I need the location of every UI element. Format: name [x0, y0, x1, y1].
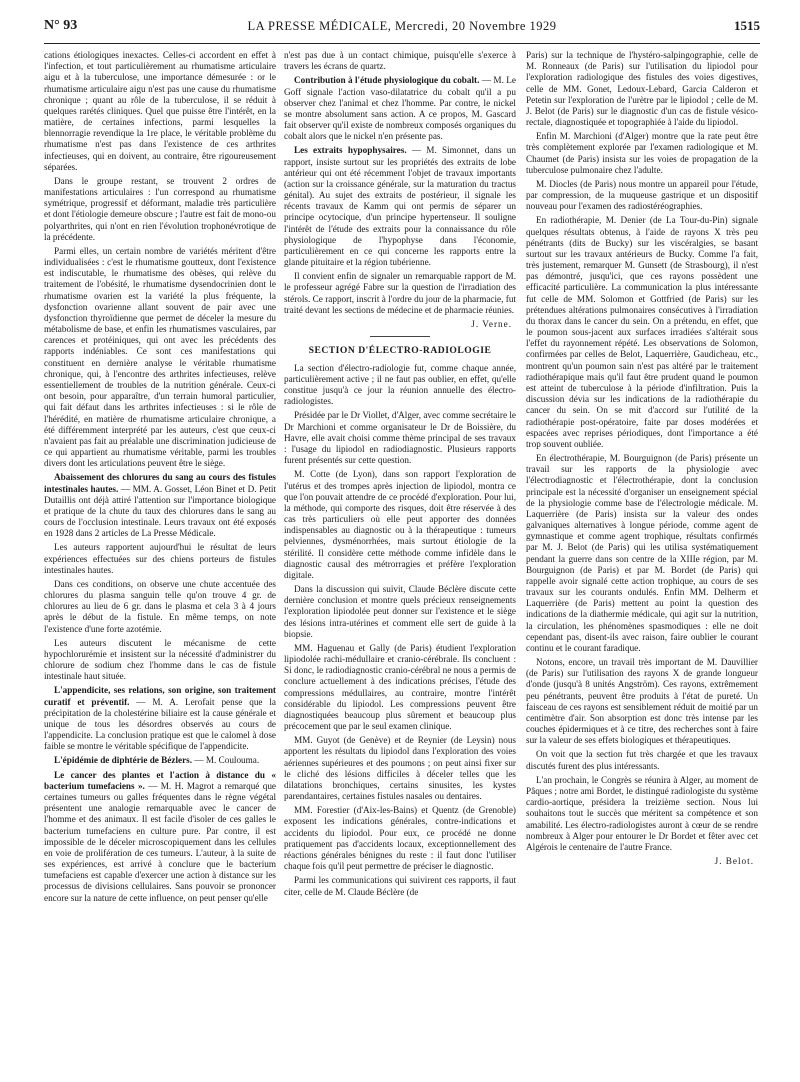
page-number: 1515 [734, 18, 760, 33]
page-header [44, 18, 760, 40]
paragraph: Dans le groupe restant, se trouvent 2 ordres de manifestations articulaires : l'un correspond au rhumatisme symétrique, progressif et déformant, maladie très particulière et dont l'étiologie demeure obscure ; l'autre est fait de mono-ou polyarthrites, qui n'ont en rien l'évolution trophonévrotique de la précédente. [44, 175, 276, 242]
paragraph: Enfin M. Marchioni (d'Alger) montre que la rate peut être très complètement explorée par l'examen radiologique et M. Chaumet (de Paris) insista sur les voies de propagation de la tuberculose pulmonaire chez l'adulte. [526, 131, 758, 175]
paragraph: L'an prochain, le Congrès se réunira à Alger, au moment de Pâques ; notre ami Bordet, le distingué radiologiste du système cardio-aortique, présidera la treizième section. Nous lui souhaitons tout le succès que méritent sa compétence et son amabilité. Les électro-radiologistes auront à cœur de se rendre nombreux à Alger pour entourer le Dr Bordet et fêter avec cet Algérois le centenaire de l'autre France. [526, 774, 758, 852]
paragraph: La section d'électro-radiologie fut, comme chaque année, particulièrement active ; il ne faut pas oublier, en effet, qu'elle constitue jusqu'à ce jour la réunion annuelle des électro-radiologistes. [284, 362, 516, 407]
paragraph: Il convient enfin de signaler un remarquable rapport de M. le professeur agrégé Fabre sur la question de l'irradiation des stérols. Ce rapport, inscrit à l'ordre du jour de la pharmacie, fut traité devant les sections de médecine et de pharmacie réunies. [284, 271, 516, 315]
paragraph: cations étiologiques inexactes. Celles-ci accordent en effet à l'infection, et tout particulièrement au rhumatisme articulaire aigu et à la tuberculose, une importance démesurée : or le rhumatisme articulaire aigu n'est pas une cause du rhumatisme chronique ; quant au rôle de la tuberculose, il se réduit à quelques rarétés cliniques. Quel que puisse être l'intérêt, en la matière, de certaines infections, parmi lesquelles la blennorragie revendique la 1re place, le véritable problème du rhumatisme n'est pas dans l'existence de ces arthrites infectieuses, qui en doivent, au contraire, être rigoureusement séparées. [44, 50, 276, 172]
paragraph: Notons, encore, un travail très important de M. Dauvillier (de Paris) sur l'utilisation des rayons X de grande longueur d'onde (jusqu'à 8 unités Angström). Ces rayons, extrêmement peu pénétrants, peuvent être produits à l'état de pureté. Un faisceau de ces rayons est sensiblement réduit de moitié par un centimètre d'air. Son absorption est donc très intense par les couches épidermiques et à ce titre, des recherches sont à faire sur la valeur de ses effets biologiques et thérapeutiques. [526, 657, 758, 746]
paragraph: En radiothérapie, M. Denier (de La Tour-du-Pin) signale quelques résultats obtenus, à l'aide de rayons X très peu pénétrants (dits de Bucky) sur les viscéralgies, se basant surtout sur les travaux antérieurs de Bucky. Comme l'a fait, très justement, remarquer M. Gunsett (de Strasbourg), il n'est pas démontré, jusqu'ici, que ces rayons possèdent une efficacité particulière. La communication la plus intéressante fut celle de MM. Solomon et Gottfried (de Paris) sur les prétendues altérations pulmonaires consécutives à l'irradiation du thorax dans le cancer du sein. On a prétendu, en effet, que le poumon sous-jacent aux surfaces irradiées s'altérait sous l'effet du rayonnement répété. Les observations de Solomon, confirmées par celles de Belot, Laquerrière, Gaudicheau, etc., montrent qu'un poumon sain n'est pas altéré par le traitement radiothérapique mais qu'il faut être prudent quand le poumon est atteint de tuberculose à la période d'infiltration. Puis la discussion dévia sur les indications de la radiothérapie du cancer du sein. On se mit d'accord sur l'utilité de la radiothérapie post-opératoire, faite par doses modérées et espacées avec reprises périodiques, dont l'importance a été trop souvent oubliée. [526, 215, 758, 449]
paragraph: MM. Haguenau et Gally (de Paris) étudient l'exploration lipiodolée rachi-médullaire et cranio-cérébrale. Ils concluent : Si donc, le radiodiagnostic cranio-cérébral ne nous a permis de conclure actuellement à des indications précises, l'étude des compressions médullaires, au contraire, montre l'intérêt considérable du lipiodol. Les compressions peuvent être diagnostiquées beaucoup plus sûrement et beaucoup plus précocement que par le seul examen clinique. [284, 642, 516, 732]
paragraph: Dans ces conditions, on observe une chute accentuée des chlorures du plasma sanguin telle qu'on trouve 4 gr. de chlorures au lieu de 6 gr. dans le plasma et cela 3 à 4 jours après le début de la fistule. En même temps, on note l'existence d'une forte azotémie. [44, 578, 276, 634]
paragraph: Parmi elles, un certain nombre de variétés méritent d'être individualisées : c'est le rhumatisme goutteux, dont l'existence est indiscutable, le rhumatisme des obèses, qui relève du traitement de l'obésité, le rhumatisme dysendocrinien dont le rhumatisme ovarien est la variété la plus fréquente, la dysfonction ovarienne allant souvent de pair avec une dysfonction thyroïdienne que permet de déceler la mesure du métabolisme de base, et enfin les rhumatismes vasculaires, par carences et protéiniques, qui ont avec les précédents des rapports indéniables. Ce sont ces manifestations qui constituent en dernière analyse le véritable rhumatisme chronique, qui, à l'encontre des arthrites infectieuses, relève essentiellement de troubles de la nutrition générale. Ceux-ci ont besoin, pour apparaître, d'un terrain humoral particulier, qui fait défaut dans les arthrites infectieuses : si le rôle de l'hérédité, en matière de rhumatisme articulaire chronique, a été différemment interprété par les auteurs, c'est que ceux-ci n'avaient pas fait au préalable une discrimination judicieuse de ce qui appartient au rhumatisme véritable, parmi les troubles divers dont les articulations peuvent être le siège. [44, 245, 276, 469]
paragraph: Les auteurs rapportent aujourd'hui le résultat de leurs expériences effectuées sur des chiens porteurs de fistules intestinales hautes. [44, 542, 276, 575]
paragraph: En électrothérapie, M. Bourguignon (de Paris) présente un travail sur les rapports de la physiologie avec l'électrodiagnostic et l'électrothérapie, dont la conclusion principale est la nécessité d'organiser un enseignement spécial de la physiologie comme base de l'électrologie médicale. M. Laquerrière (de Paris) insista sur la valeur des ondes galvaniques alternatives à longue période, comme agent de gymnastique et comme agent trophique, résultats confirmés par M. J. Belot (de Paris) qui les utilisa systématiquement pendant la guerre dans son centre de la XIIIe région, par M. Bourguignon (de Paris) et par M. Bordet (de Paris) qui rappelle avoir signalé cette action trophique, au cours de ses travaux sur les courants ondulés. Enfin MM. Delherm et Laquerrière (de Paris) mettent au point la question des indications de la diathermie médicale, qui agit sur la nutrition, la circulation, les phénomènes spasmodiques : elle ne doit cependant pas, disent-ils avec raison, faire oublier le courant continu et le courant faradique. [526, 453, 758, 653]
paragraph: Contribution à l'étude physiologique du cobalt. — M. Le Goff signale l'action vaso-dilatatrice du cobalt qu'il a pu observer chez l'animal et chez l'homme. Par contre, le nickel se montre absolument sans action. A ce propos, M. Gascard fait observer qu'il existe de nombreux composés organiques du cobalt alors que le nickel n'en présente pas. [284, 75, 516, 142]
paragraph: Paris) sur la technique de l'hystéro-salpingographie, celle de M. Ronneaux (de Paris) sur l'utilisation du lipiodol pour l'exploration radiologique des fistules des voies digestives, celle de MM. Gonet, Ledoux-Lebard, Garcia Calderon et Petetin sur l'exploration de l'urètre par le lipiodol ; celle de M. J. Belot (de Paris) sur le diagnostic d'un cas de fistule vésico-rectale, diagnostiquée et topographiée à l'aide du lipiodol. [526, 50, 758, 128]
paragraph: Le cancer des plantes et l'action à distance du « bacterium tumefaciens ». — M. H. Magrot a remarqué que certaines tumeurs ou galles fréquentes dans le règne végétal présentent une analogie remarquable avec le cancer de l'homme et des animaux. Il est facile d'isoler de ces galles le bacterium tumefaciens en culture pure. Par contre, il est impossible de le déceler microscopiquement dans les cellules en voie de prolifération de ces tumeurs. L'auteur, à la suite de ses expériences, est arrivé à conclure que le bacterium tumefaciens est capable d'exercer une action à distance sur les processus de divisions cellulaires. Sans pouvoir se prononcer encore sur la nature de cette influence, on peut penser qu'elle [44, 769, 276, 903]
issue-number: N° 93 [44, 18, 78, 33]
column-2 [284, 50, 516, 1070]
paragraph: Les auteurs discutent le mécanisme de cette hypochlorurémie et insistent sur la nécessité d'administrer du chlorure de sodium chez l'homme dans le cas de fistule intestinale haut située. [44, 637, 276, 682]
column-1 [44, 50, 276, 1070]
paragraph: Parmi les communications qui suivirent ces rapports, il faut citer, celle de M. Claude Béclère (de [284, 875, 516, 897]
paragraph: M. Cotte (de Lyon), dans son rapport l'exploration de l'utérus et des trompes après injection de lipiodol, montra ce que l'on pouvait attendre de ce procédé d'exploration. Pour lui, la méthode, qui comporte des risques, doit être réservée à des cas très particuliers où elle peut apporter des données indispensables au diagnostic ou à la thérapeutique : tumeurs pelviennes, dysménorrhées, mais surtout étiologie de la stérilité. Il considère cette méthode comme infidèle dans le diagnostic causal des métrorragies et préfère l'exploration digitale. [284, 469, 516, 580]
author-signature: J. Verne. [471, 318, 512, 329]
author-signature: J. Belot. [714, 856, 754, 867]
paragraph: Les extraits hypophysaires. — M. Simonnet, dans un rapport, insiste surtout sur les propriétés des extraits de lobe antérieur qui ont été récemment l'objet de travaux importants (action sur la croissance générale, sur la maturation du tractus génital). Au sujet des extraits de postérieur, il signale les récents travaux de Kamm qui ont permis de séparer un principe ocytocique, d'un principe hypertenseur. Il souligne l'intérêt de l'étude des extraits pour la connaissance du rôle physiologique de l'hypophyse dans l'économie, particulièrement en ce qui concerne les rapports entre la glande pituitaire et la région tubérienne. [284, 145, 516, 268]
section-title: SECTION D'ÉLECTRO-RADIOLOGIE [308, 345, 492, 357]
paragraph: M. Diocles (de Paris) nous montre un appareil pour l'étude, par compression, de la muqueuse gastrique et un dispositif nouveau pour l'examen des radiostéréographies. [526, 178, 758, 212]
journal-title: LA PRESSE MÉDICALE, Mercredi, 20 Novembre 1929 [247, 19, 557, 33]
column-3 [526, 50, 758, 1070]
divider [370, 336, 430, 337]
paragraph: Abaissement des chlorures du sang au cours des fistules intestinales hautes. — MM. A. Gosset, Léon Binet et D. Petit Dutaillis ont déjà attiré l'attention sur l'importance biologique et pratique de la chute du taux des chlorures dans le sang au cours de l'occlusion intestinale. Leurs travaux ont été exposés en 1928 dans 2 articles de La Presse Médicale. [44, 472, 276, 539]
paragraph: L'épidémie de diphtérie de Bézlers. — M. Coulouma. [54, 755, 260, 766]
header-rule [44, 43, 760, 44]
paragraph: L'appendicite, ses relations, son origine, son traitement curatif et préventif. — M. A. Lerofait pense que la précipitation de la cholestérine biliaire est la cause générale et unique de tous les désordres observés au cours de l'appendicite. La conclusion pratique est que le calomel à dose faible se montre le véritable spécifique de l'appendicite. [44, 685, 276, 752]
paragraph: Présidée par le Dr Viollet, d'Alger, avec comme secrétaire le Dr Marchioni et comme organisateur le Dr de Boissière, du Havre, elle avait choisi comme thème principal de ses travaux : l'usage du lipiodol en radiodiagnostic. Plusieurs rapports furent présentés sur cette question. [284, 410, 516, 466]
paragraph: MM. Forestier (d'Aix-les-Bains) et Quentz (de Grenoble) exposent les indications générales, contre-indications et accidents du lipiodol. Pour eux, ce procédé ne donne pratiquement pas d'accidents locaux, exceptionnellement des réactions générales bénignes du reste : il faut donc l'utiliser chaque fois qu'il peut permettre de préciser le diagnostic. [284, 805, 516, 872]
paragraph: Dans la discussion qui suivit, Claude Béclère discute cette dernière conclusion et montre quels précieux renseignements l'exploration lipiodolée peut donner sur l'existence et le siège des lésions intra-utérines et comment elle sert de guide à la biopsie. [284, 584, 516, 639]
paragraph: n'est pas due à un contact chimique, puisqu'elle s'exerce à travers les écrans de quartz. [284, 50, 516, 72]
paragraph: MM. Guyot (de Genève) et de Reynier (de Leysin) nous apportent les résultats du lipiodol dans l'exploration des voies aériennes supérieures et des poumons ; on peut ainsi fixer sur le cliché des lésions difficiles à déceler telles que les dilatations bronchiques, certains sinusites, les kystes parendantaires, certaines fistules nasales ou dentaires. [284, 735, 516, 802]
paragraph: On voit que la section fut très chargée et que les travaux discutés furent des plus intéressants. [526, 749, 758, 771]
